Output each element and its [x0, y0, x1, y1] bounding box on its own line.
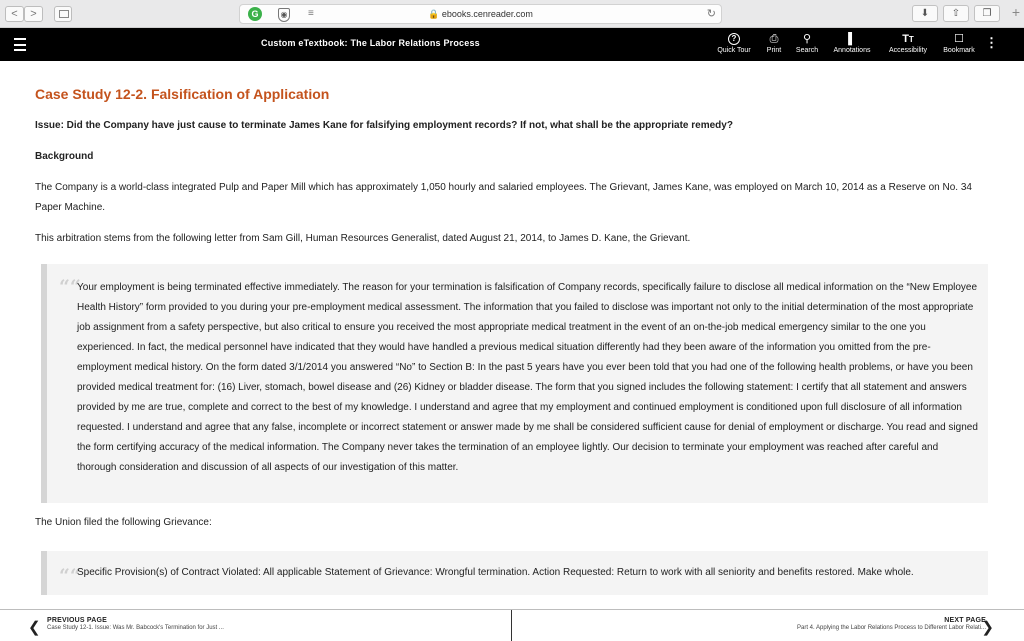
tool-label: Quick Tour	[717, 47, 751, 54]
previous-page-title: Case Study 12-1. Issue: Was Mr. Babcock's Termination for Just ...	[47, 625, 224, 631]
downloads-icon[interactable]: ⬇	[912, 5, 938, 22]
search-icon: ⚲	[802, 33, 812, 45]
next-page-title: Part 4. Applying the Labor Relations Process to Different Labor Relati...	[797, 625, 986, 631]
back-button[interactable]: <	[5, 6, 24, 22]
chevron-right-icon[interactable]: ❯	[981, 619, 994, 636]
bookmark-button[interactable]	[939, 32, 979, 54]
search-button[interactable]	[792, 32, 822, 54]
forward-button[interactable]: >	[24, 6, 43, 22]
page-navigation-footer	[0, 609, 1024, 641]
url-text[interactable]: 🔒 ebooks.cenreader.com	[428, 9, 533, 19]
print-button[interactable]	[763, 32, 785, 54]
accessibility-button[interactable]	[884, 32, 932, 54]
quick-tour-button[interactable]	[714, 32, 754, 54]
more-options-icon[interactable]: ⋮	[985, 35, 998, 50]
previous-page-link[interactable]	[47, 617, 224, 631]
tool-label: Print	[766, 47, 782, 54]
page-title: Case Study 12-2. Falsification of Application	[35, 86, 330, 102]
previous-page-label: PREVIOUS PAGE	[47, 617, 108, 624]
text-size-icon: TT	[902, 33, 914, 45]
grievance-blockquote	[41, 551, 988, 595]
tool-label: Annotations	[833, 47, 871, 54]
share-icon[interactable]: ⇧	[943, 5, 969, 22]
printer-icon: ⎙	[769, 33, 779, 45]
footer-divider	[511, 610, 512, 641]
address-bar[interactable]	[239, 4, 722, 24]
tool-label: Search	[795, 47, 819, 54]
question-circle-icon: ?	[728, 33, 740, 45]
chevron-left-icon[interactable]: ❮	[28, 619, 41, 636]
issue-statement: Issue: Did the Company have just cause to terminate James Kane for falsifying employment records? If not, what shall be the appropriate remedy?	[35, 120, 733, 131]
privacy-extension-icon[interactable]: ◉	[278, 8, 290, 22]
background-paragraph: The Company is a world-class integrated Pulp and Paper Mill which has approximately 1,050 hourly and salaried employees. The Grievant, James Kane, was employed on March 10, 2014 as a Reserve on No. 34 Paper Machine.	[35, 182, 972, 213]
blockquote-text: Specific Provision(s) of Contract Violated: All applicable Statement of Grievance: Wrongful termination. Action Requested: Return to work with all seniority and benefits restored. Make whole.	[77, 567, 914, 578]
sidebar-toggle-icon[interactable]	[54, 6, 72, 22]
blockquote-text: Your employment is being terminated effective immediately. The reason for your termination is falsification of Company records, specifically failure to disclose all medical information on the “New Employee Health History” form provided to you during your pre-employment medical assessment. The information that you failed to disclose was important not only to the initial determination of the most appropriate job assignment from a safety perspective, but also critical to ensure you received the most appropriate medical treatment in the event of an on-the-job medical emergency similar to the one you experienced. In fact, the medical personnel have indicated that they would have handled a previous medical situation differently had they been aware of the information you omitted from the pre-employment medical history. On the form dated 3/1/2014 you answered “No” to Section B: In the past 5 years have you ever been told that you had one of the following health problems, or have you been provided medical treatment for: (16) Liver, stomach, bowel disease and (26) Kidney or bladder disease. The form that you signed includes the following statement: I certify that all statement and answers provided by me are true, complete and correct to the best of my knowledge. I understand and agree that my employment and continued employment is conditioned upon full disclosure of all information requested. I understand and agree that any false, incomplete or incorrect statement or answer made by me shall be considered sufficient cause for denial of employment or discharge. You read and signed the form certifying accuracy of the medical information. The Company never takes the termination of an employee lightly. Our decision to terminate your employment was reached after careful and thorough consideration and discussion of all aspects of our investigation of this matter.	[77, 282, 978, 473]
url-value: ebooks.cenreader.com	[441, 9, 533, 19]
new-tab-icon[interactable]: +	[1011, 4, 1020, 20]
quote-mark-icon: ““	[59, 565, 81, 587]
letter-intro-paragraph: This arbitration stems from the following letter from Sam Gill, Human Resources Generalist, dated August 21, 2014, to James D. Kane, the Grievant.	[35, 233, 691, 244]
browser-toolbar	[0, 0, 1024, 28]
book-title: Custom eTextbook: The Labor Relations Process	[261, 38, 480, 48]
reload-icon[interactable]: ↻	[706, 8, 716, 20]
next-page-link[interactable]	[797, 617, 986, 631]
termination-letter-blockquote	[41, 264, 988, 503]
reader-view-icon[interactable]: ≡	[308, 8, 314, 19]
grammarly-extension-icon[interactable]: G	[248, 7, 262, 21]
next-page-label: NEXT PAGE	[944, 617, 986, 624]
background-heading: Background	[35, 151, 94, 162]
annotation-icon: ▌	[848, 33, 856, 45]
bookmark-icon: ☐	[954, 33, 964, 45]
quote-mark-icon: ““	[59, 276, 81, 298]
app-header	[0, 28, 1024, 61]
annotations-button[interactable]	[828, 32, 876, 54]
tool-label: Bookmark	[943, 47, 975, 54]
union-grievance-intro: The Union filed the following Grievance:	[35, 517, 212, 528]
tool-label: Accessibility	[888, 47, 928, 54]
tabs-overview-icon[interactable]: ❐	[974, 5, 1000, 22]
menu-icon[interactable]	[14, 38, 26, 51]
